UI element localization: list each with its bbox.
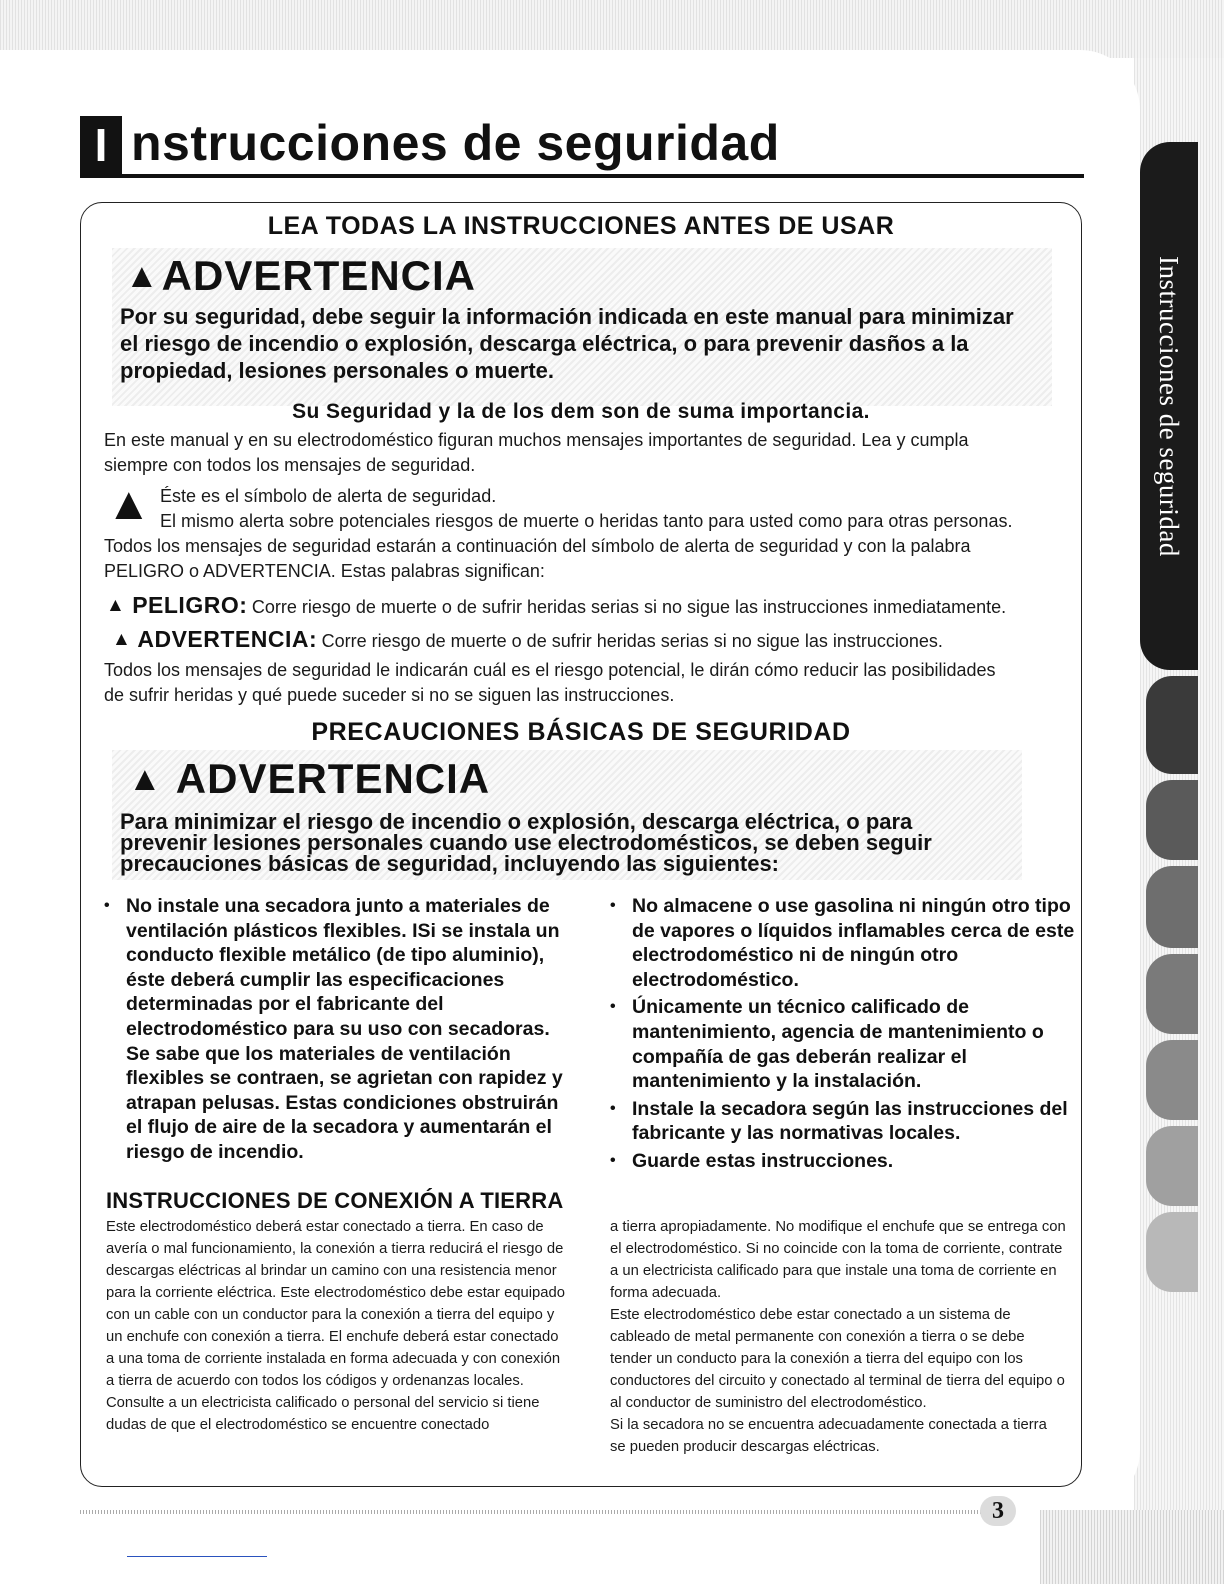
precautions-right-column	[610, 894, 1080, 1177]
title-initial: I	[94, 119, 108, 171]
footer-dotted-rule	[80, 1510, 990, 1514]
title-underline	[80, 174, 1084, 178]
precaution-bullet: • Guarde estas instrucciones.	[610, 1149, 1080, 1174]
warning-triangle-icon: ▲	[112, 629, 132, 650]
warning-message-1	[120, 303, 1080, 384]
warning-title-1	[125, 252, 476, 300]
peligro-label: PELIGRO:	[132, 592, 248, 618]
side-tab-secondary	[1146, 780, 1198, 860]
safety-alert-symbol-icon: ▲	[106, 477, 152, 529]
warning-line: Para minimizar el riesgo de incendio o explosión, descarga eléctrica, o para	[120, 809, 913, 834]
grounding-right-text	[610, 1216, 1066, 1458]
grounding-left-text: Este electrodoméstico deberá estar conectado a tierra. En caso de avería o mal funcionamiento, la conexión a tierra reducirá el riesgo de descargas eléctricas al brindar un camino con una resistencia menor para la corriente eléctrica. Este electrodoméstico debe estar equipado con un cable con un conductor para la conexión a tierra del equipo y un enchufe con conexión a tierra. El enchufe deberá estar conectado a una toma de corriente instalada en forma adecuada y con conexión a tierra de acuerdo con todos los códigos y ordenanzas locales. Consulte a un electricista calificado o personal del servicio si tiene dudas de que el electrodoméstico se encuentre conectado	[106, 1219, 565, 1433]
warning-title-text: ADVERTENCIA	[161, 252, 477, 299]
side-tab-secondary	[1146, 676, 1198, 774]
paragraph-line: Éste es el símbolo de alerta de seguridad.	[160, 486, 497, 506]
warning-title-text: ADVERTENCIA	[175, 755, 491, 802]
peligro-text: Corre riesgo de muerte o de sufrir heridas serias si no sigue las instrucciones inmediatamente.	[251, 597, 1007, 617]
safety-importance-heading: Su Seguridad y la de los dem son de suma importancia.	[292, 400, 870, 423]
paragraph-line: El mismo alerta sobre potenciales riesgos de muerte o heridas tanto para usted como para otras personas.	[160, 511, 1013, 531]
basic-precautions-heading: PRECAUCIONES BÁSICAS DE SEGURIDAD	[311, 718, 851, 746]
precaution-bullet: • No instale una secadora junto a materiales de ventilación plásticos flexibles. ISi se instala un conducto flexible metálico (de tipo aluminio), éste deberá cumplir las especificaciones determinadas por el fabricante del electrodoméstico para su uso con secadoras. Se sabe que los materiales de ventilación flexibles se contraen, se agrietan con rapidez y atrapan pelusas. Estas condiciones obstruirán el flujo de aire de la secadora y aumentarán el riesgo de incendio.	[104, 894, 564, 1165]
page-title: nstrucciones de seguridad	[131, 115, 780, 171]
side-tab-secondary	[1146, 1212, 1198, 1292]
section-side-tab-label: Instrucciones de seguridad	[1154, 255, 1184, 557]
warning-title-2	[128, 755, 490, 803]
warning-line: precauciones básicas de seguridad, incluyendo las siguientes:	[120, 851, 780, 876]
grounding-paragraph: Si la secadora no se encuentra adecuadamente conectada a tierra se pueden producir descargas eléctricas.	[610, 1417, 1047, 1455]
signal-words-paragraph	[104, 534, 1084, 584]
side-tab-secondary	[1146, 954, 1198, 1034]
warning-triangle-icon: ▲	[128, 760, 163, 798]
advertencia-text: Corre riesgo de muerte o de sufrir heridas serias si no sigue las instrucciones.	[321, 631, 943, 651]
paragraph-line: siempre con todos los mensajes de seguridad.	[104, 455, 476, 475]
warning-line: el riesgo de incendio o explosión, descarga eléctrica, o para prevenir dasños a la	[120, 331, 969, 356]
paragraph-line: Todos los mensajes de seguridad estarán a continuación del símbolo de alerta de seguridad y con la palabra	[104, 536, 971, 556]
intro-paragraph	[104, 428, 1084, 478]
warning-triangle-icon: ▲	[125, 257, 160, 295]
precaution-bullet: • Instale la secadora según las instrucciones del fabricante y las normativas locales.	[610, 1097, 1080, 1146]
peligro-definition	[106, 592, 1006, 619]
paragraph-line: de sufrir heridas y qué puede suceder si no se siguen las instrucciones.	[104, 685, 675, 705]
side-tab-secondary	[1146, 866, 1198, 948]
read-all-instructions-heading: LEA TODAS LA INSTRUCCIONES ANTES DE USAR	[267, 212, 895, 240]
warning-line: prevenir lesiones personales cuando use electrodomésticos, se deben seguir	[120, 830, 932, 855]
warning-line: propiedad, lesiones personales o muerte.	[120, 358, 555, 383]
advertencia-definition	[112, 626, 943, 653]
paragraph-line: PELIGRO o ADVERTENCIA. Estas palabras significan:	[104, 561, 545, 581]
warning-triangle-icon: ▲	[106, 595, 126, 616]
precaution-bullet: • No almacene o use gasolina ni ningún otro tipo de vapores o líquidos inflamables cerca de este electrodoméstico ni de ningún otro electrodoméstico.	[610, 894, 1080, 992]
precaution-bullet: • Únicamente un técnico calificado de mantenimiento, agencia de mantenimiento o compañía de gas deberán realizar el mantenimiento y la instalación.	[610, 995, 1080, 1093]
advertencia-label: ADVERTENCIA:	[137, 626, 318, 652]
warning-line: Por su seguridad, debe seguir la información indicada en este manual para minimizar	[120, 304, 1014, 329]
grounding-paragraph: a tierra apropiadamente. No modifique el enchufe que se entrega con el electrodoméstico. Si no coincide con la toma de corriente, contrate a un electricista calificado para que instale una toma de corriente en forma adecuada.	[610, 1219, 1066, 1301]
paragraph-line: Todos los mensajes de seguridad le indicarán cuál es el riesgo potencial, le dirán cómo reducir las posibilidades	[104, 660, 996, 680]
grounding-paragraph: Este electrodoméstico debe estar conectado a un sistema de cableado de metal permanente con conexión a tierra o se debe tender un conducto para la conexión a tierra del equipo con los conductores del circuito y conectado al terminal de tierra del equipo o al conductor de suministro del electrodoméstico.	[610, 1307, 1065, 1411]
precautions-left-column	[104, 894, 564, 1168]
side-tab-secondary	[1146, 1040, 1198, 1120]
footer-underline	[127, 1556, 267, 1557]
side-tab-secondary	[1146, 1126, 1198, 1206]
footer-decorative-band	[1040, 1510, 1224, 1584]
grounding-instructions-heading: INSTRUCCIONES DE CONEXIÓN A TIERRA	[106, 1188, 564, 1213]
warning-message-2	[120, 811, 1020, 874]
page-number: 3	[980, 1496, 1016, 1526]
paragraph-line: En este manual y en su electrodoméstico figuran muchos mensajes importantes de seguridad. Lea y cumpla	[104, 430, 969, 450]
risk-paragraph	[104, 658, 1084, 708]
alert-symbol-description	[160, 484, 1080, 534]
